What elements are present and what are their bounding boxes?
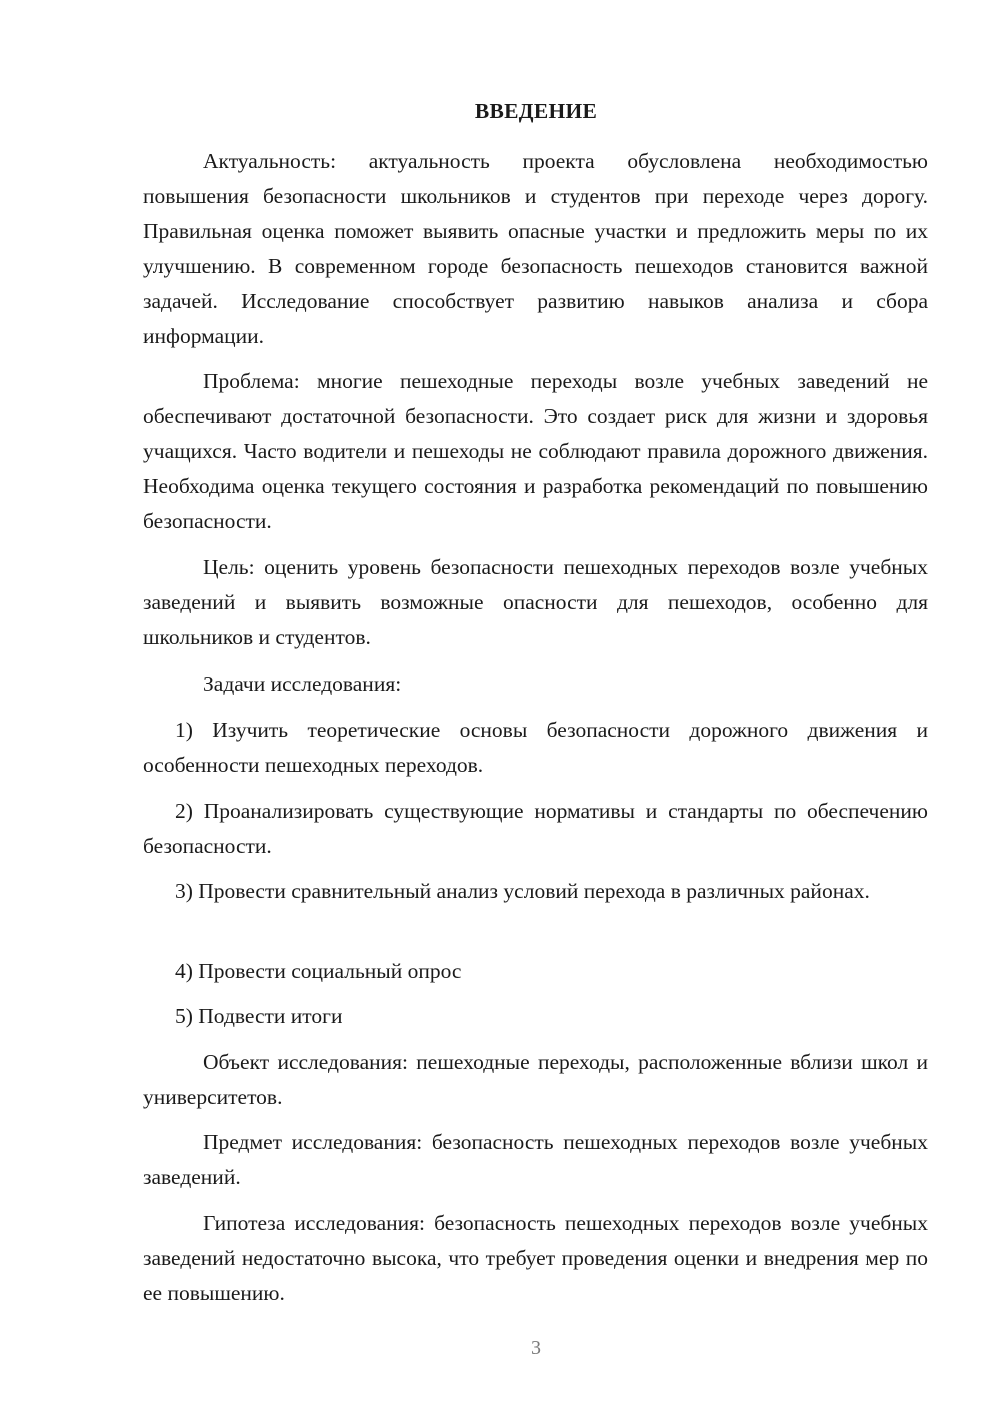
- paragraph-subject: Предмет исследования: безопасность пешеходных переходов возле учебных заведений.: [143, 1130, 928, 1189]
- task-list-item-1: 1) Изучить теоретические основы безопасности дорожного движения и особенности пешеходных переходов.: [143, 718, 928, 777]
- task-list-item-4: 4) Провести социальный опрос: [175, 959, 462, 983]
- paragraph-problem: Проблема: многие пешеходные переходы возле учебных заведений не обеспечивают достаточной безопасности. Это создает риск для жизни и здоровья учащихся. Часто водители и пешеходы не соблюдают правила дорожного движения. Необходима оценка текущего состояния и разработка рекомендаций по повышению безопасности.: [143, 369, 928, 533]
- page-number: 3: [531, 1337, 541, 1359]
- paragraph-hypothesis: Гипотеза исследования: безопасность пешеходных переходов возле учебных заведений недостаточно высока, что требует проведения оценки и внедрения мер по ее повышению.: [143, 1211, 928, 1305]
- task-list-item-3: 3) Провести сравнительный анализ условий перехода в различных районах.: [175, 879, 870, 903]
- paragraph-object: Объект исследования: пешеходные переходы, расположенные вблизи школ и университетов.: [143, 1050, 928, 1109]
- paragraph-tasks-heading: Задачи исследования:: [203, 672, 402, 696]
- section-title: ВВЕДЕНИЕ: [474, 99, 598, 123]
- paragraph-relevance: Актуальность: актуальность проекта обусловлена необходимостью повышения безопасности школьников и студентов при переходе через дорогу. Правильная оценка поможет выявить опасные участки и предложить меры по их улучшению. В современном городе безопасность пешеходов становится важной задачей. Исследование способствует развитию навыков анализа и сбора информации.: [143, 149, 928, 348]
- task-list-item-5: 5) Подвести итоги: [175, 1004, 343, 1028]
- paragraph-goal: Цель: оценить уровень безопасности пешеходных переходов возле учебных заведений и выявить возможные опасности для пешеходов, особенно для школьников и студентов.: [143, 555, 928, 649]
- task-list-item-2: 2) Проанализировать существующие нормативы и стандарты по обеспечению безопасности.: [143, 799, 928, 858]
